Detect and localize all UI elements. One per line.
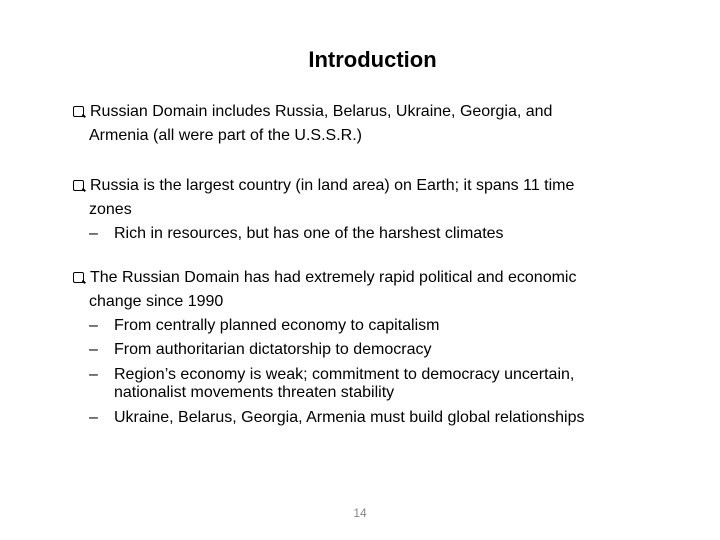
bullet-3: [73, 266, 673, 430]
sub-bullet-text: Ukraine, Belarus, Georgia, Armenia must build global relationships: [114, 409, 585, 426]
bullet-2: [73, 174, 673, 246]
sub-bullet: [73, 362, 673, 384]
dash-marker: –: [89, 225, 98, 242]
sub-bullet-text: Region’s economy is weak; commitment to democracy uncertain,: [114, 366, 575, 383]
dash-marker: –: [89, 409, 98, 426]
checkbox-bullet-icon: [73, 180, 84, 191]
sub-bullet-continuation: nationalist movements threaten stability: [114, 384, 395, 401]
checkbox-bullet-icon: [73, 272, 84, 283]
checkbox-bullet-icon: [73, 106, 84, 117]
dash-marker: –: [89, 366, 98, 383]
bullet-3-line-1: The Russian Domain has had extremely rapid political and economic: [73, 266, 673, 290]
sub-bullet: [73, 314, 673, 338]
dash-marker: –: [89, 341, 98, 358]
bullet-1-line-1: Russian Domain includes Russia, Belarus, Ukraine, Georgia, and: [73, 100, 673, 124]
dash-marker: –: [89, 317, 98, 334]
bullet-2-line-1: Russia is the largest country (in land area) on Earth; it spans 11 time: [73, 174, 673, 198]
slide-title: Introduction: [308, 47, 437, 72]
sub-bullet-text: Rich in resources, but has one of the harshest climates: [114, 225, 504, 242]
bullet-3-line-2: change since 1990: [89, 293, 224, 310]
sub-bullet: [73, 338, 673, 362]
sub-bullet: [73, 402, 673, 430]
bullet-1-line-2: Armenia (all were part of the U.S.S.R.): [89, 127, 362, 144]
sub-bullet: [73, 222, 673, 246]
sub-bullet-text: From centrally planned economy to capitalism: [114, 317, 440, 334]
bullet-1: [73, 100, 673, 148]
page-number: 14: [353, 506, 367, 520]
bullet-2-line-2: zones: [89, 201, 132, 218]
sub-bullet-text: From authoritarian dictatorship to democracy: [114, 341, 432, 358]
